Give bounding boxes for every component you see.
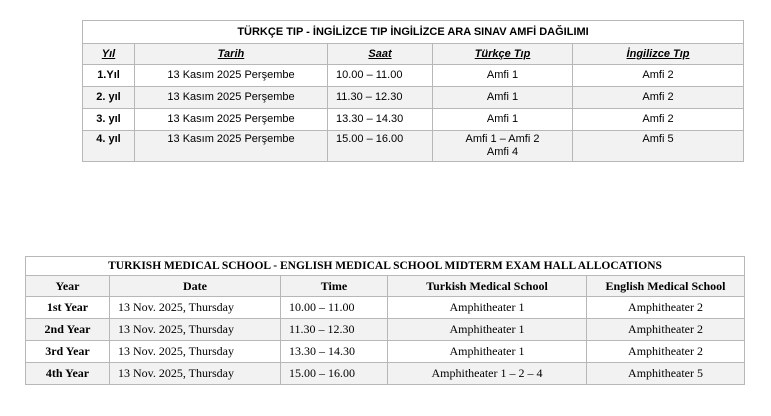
year-cell: 3. yıl <box>83 109 135 131</box>
turkish-hall-cell: Amfi 1 – Amfi 2 Amfi 4 <box>433 131 573 162</box>
time-cell: 11.30 – 12.30 <box>281 319 388 341</box>
date-cell: 13 Kasım 2025 Perşembe <box>135 87 328 109</box>
date-cell: 13 Kasım 2025 Perşembe <box>135 65 328 87</box>
english-table-header-row <box>26 276 745 297</box>
table-row <box>26 297 745 319</box>
date-cell: 13 Nov. 2025, Thursday <box>110 363 281 385</box>
year-cell: 2nd Year <box>26 319 110 341</box>
english-table-title: TURKISH MEDICAL SCHOOL - ENGLISH MEDICAL SCHOOL MIDTERM EXAM HALL ALLOCATIONS <box>26 257 745 276</box>
date-cell: 13 Nov. 2025, Thursday <box>110 297 281 319</box>
table-row <box>26 341 745 363</box>
turkish-table-title: TÜRKÇE TIP - İNGİLİZCE TIP İNGİLİZCE ARA SINAV AMFİ DAĞILIMI <box>83 21 744 44</box>
year-cell: 1.Yıl <box>83 65 135 87</box>
table-row <box>83 131 744 162</box>
turkish-table-header-row <box>83 44 744 65</box>
year-cell: 3rd Year <box>26 341 110 363</box>
column-header-english-medical-school: English Medical School <box>587 276 745 297</box>
english-hall-cell: Amphitheater 2 <box>587 297 745 319</box>
table-row <box>83 87 744 109</box>
english-hall-cell: Amphitheater 2 <box>587 341 745 363</box>
time-cell: 13.30 – 14.30 <box>281 341 388 363</box>
english-exam-table <box>25 256 745 385</box>
turkish-hall-cell: Amfi 1 <box>433 87 573 109</box>
date-cell: 13 Kasım 2025 Perşembe <box>135 131 328 162</box>
turkish-hall-cell: Amfi 1 <box>433 65 573 87</box>
turkish-hall-cell: Amphitheater 1 <box>388 341 587 363</box>
column-header-year: Yıl <box>83 44 135 65</box>
english-hall-cell: Amfi 2 <box>573 65 744 87</box>
turkish-hall-cell: Amphitheater 1 – 2 – 4 <box>388 363 587 385</box>
column-header-date: Date <box>110 276 281 297</box>
time-cell: 10.00 – 11.00 <box>328 65 433 87</box>
date-cell: 13 Kasım 2025 Perşembe <box>135 109 328 131</box>
turkish-hall-cell: Amphitheater 1 <box>388 319 587 341</box>
column-header-time: Saat <box>328 44 433 65</box>
english-hall-cell: Amfi 2 <box>573 109 744 131</box>
column-header-turkish-medicine: Türkçe Tıp <box>433 44 573 65</box>
turkish-hall-cell: Amphitheater 1 <box>388 297 587 319</box>
table-row <box>26 319 745 341</box>
date-cell: 13 Nov. 2025, Thursday <box>110 341 281 363</box>
column-header-english-medicine: İngilizce Tıp <box>573 44 744 65</box>
table-row <box>26 363 745 385</box>
time-cell: 10.00 – 11.00 <box>281 297 388 319</box>
year-cell: 4. yıl <box>83 131 135 162</box>
english-hall-cell: Amphitheater 5 <box>587 363 745 385</box>
year-cell: 1st Year <box>26 297 110 319</box>
column-header-turkish-medical-school: Turkish Medical School <box>388 276 587 297</box>
date-cell: 13 Nov. 2025, Thursday <box>110 319 281 341</box>
year-cell: 2. yıl <box>83 87 135 109</box>
english-hall-cell: Amfi 2 <box>573 87 744 109</box>
time-cell: 15.00 – 16.00 <box>281 363 388 385</box>
turkish-exam-table <box>82 20 744 162</box>
column-header-date: Tarih <box>135 44 328 65</box>
time-cell: 15.00 – 16.00 <box>328 131 433 162</box>
time-cell: 13.30 – 14.30 <box>328 109 433 131</box>
turkish-hall-cell: Amfi 1 <box>433 109 573 131</box>
english-hall-cell: Amfi 5 <box>573 131 744 162</box>
english-hall-cell: Amphitheater 2 <box>587 319 745 341</box>
table-row <box>83 65 744 87</box>
year-cell: 4th Year <box>26 363 110 385</box>
time-cell: 11.30 – 12.30 <box>328 87 433 109</box>
table-row <box>83 109 744 131</box>
column-header-year: Year <box>26 276 110 297</box>
column-header-time: Time <box>281 276 388 297</box>
